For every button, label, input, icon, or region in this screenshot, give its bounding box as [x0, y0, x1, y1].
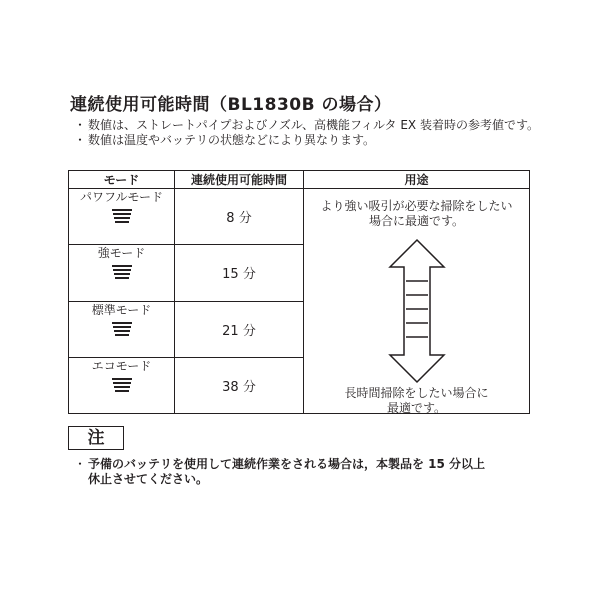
mode-cell	[69, 357, 175, 413]
header-mode: モード	[69, 171, 175, 189]
usage-strong-line: より強い吸引が必要な掃除をしたい	[320, 199, 513, 213]
runtime-value: 38 分	[175, 357, 304, 413]
note-text: 数値は温度やバッテリの状態などにより異なります。	[88, 133, 376, 147]
power-level-icon	[112, 322, 132, 338]
note-text: 数値は、ストレートパイプおよびノズル、高機能フィルタ EX 装着時の参考値です。	[88, 118, 539, 132]
bullet-dot: ・	[74, 133, 87, 147]
runtime-value: 15 分	[175, 245, 304, 301]
bullet-dot: ・	[74, 457, 87, 471]
usage-long-line: 長時間掃除をしたい場合に	[344, 386, 489, 400]
table-header-row	[69, 171, 530, 189]
caution-item	[70, 457, 540, 487]
mode-cell	[69, 245, 175, 301]
usage-long-line: 最適です。	[386, 401, 447, 415]
mode-cell	[69, 301, 175, 357]
caution-text	[70, 457, 540, 487]
header-usage: 用途	[304, 171, 530, 189]
runtime-value: 21 分	[175, 301, 304, 357]
mode-cell	[69, 189, 175, 245]
mode-label: 標準モード	[91, 302, 152, 317]
usage-strong-line: 場合に最適です。	[368, 214, 465, 228]
power-level-icon	[112, 209, 132, 225]
mode-label: エコモード	[91, 358, 152, 373]
runtime-table	[68, 170, 530, 414]
power-level-icon	[112, 378, 132, 394]
page-title: 連続使用可能時間（BL1830B の場合）	[70, 95, 392, 115]
bullet-dot: ・	[74, 118, 87, 132]
table-row	[69, 189, 530, 245]
runtime-value: 8 分	[175, 189, 304, 245]
mode-label: パワフルモード	[79, 190, 164, 204]
usage-cell	[304, 189, 530, 414]
usage-long-text	[304, 386, 529, 416]
notes-list	[70, 118, 540, 148]
caution-line: 休止させてください。	[88, 472, 209, 486]
header-runtime: 連続使用可能時間	[175, 171, 304, 189]
mode-label: 強モード	[97, 246, 146, 261]
caution-line: 予備のバッテリを使用して連続作業をされる場合は，本製品を 15 分以上	[88, 457, 486, 471]
note-item	[70, 133, 540, 148]
note-item	[70, 118, 540, 133]
power-level-icon	[112, 265, 132, 281]
caution-label-box	[68, 426, 124, 450]
caution-label: 注	[87, 428, 105, 448]
double-arrow-icon	[304, 189, 530, 413]
